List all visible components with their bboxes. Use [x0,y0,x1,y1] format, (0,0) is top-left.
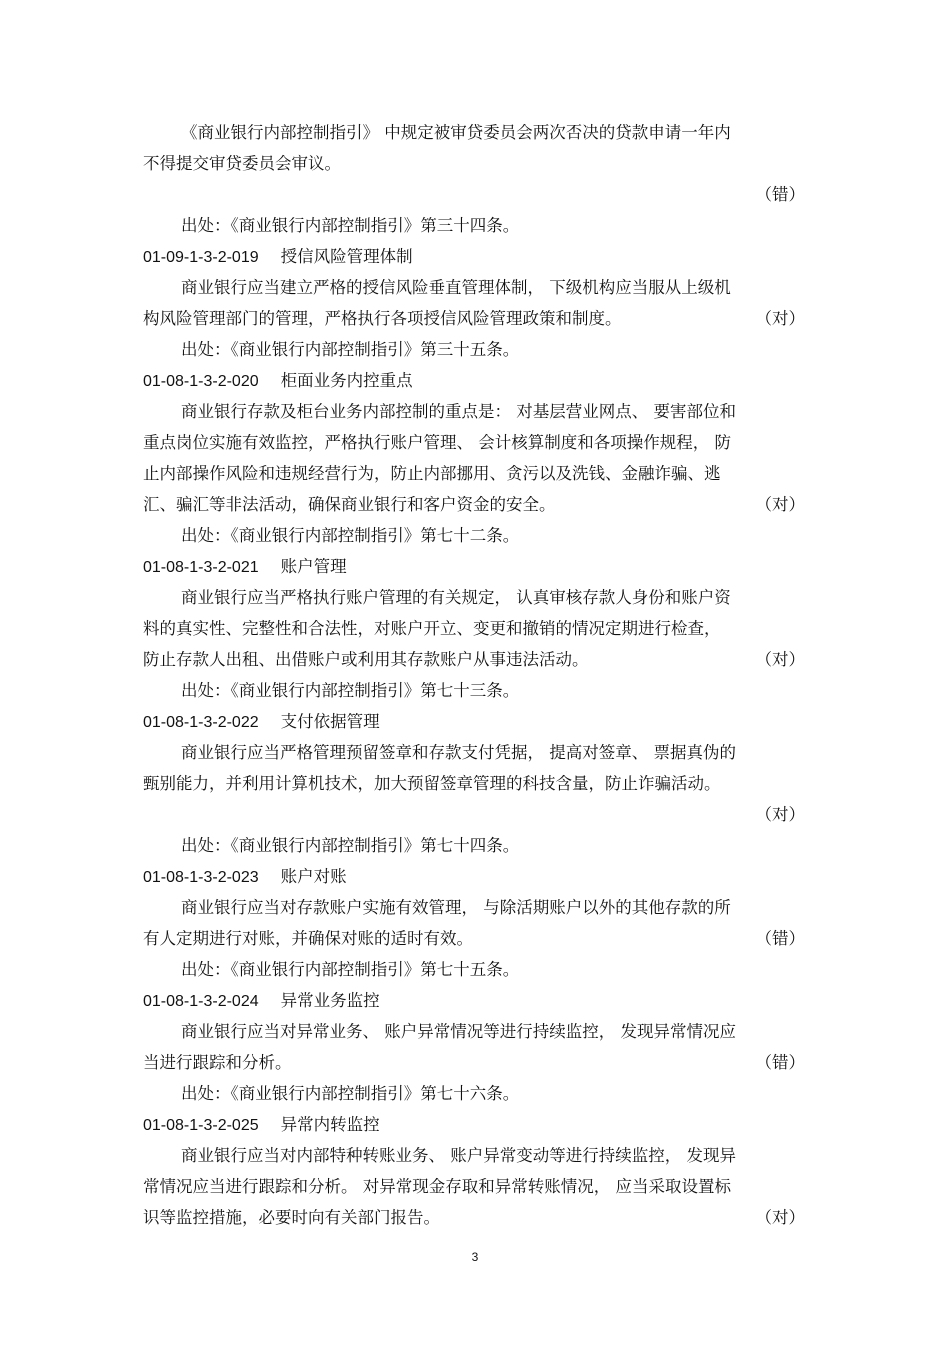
paragraph-line: 商业银行应当对存款账户实施有效管理， 与除活期账户以外的其他存款的所 [181,898,731,917]
paragraph-line: 重点岗位实施有效监控，严格执行账户管理、 会计核算制度和各项操作规程， 防 [143,433,731,452]
item-title: 授信风险管理体制 [280,247,413,266]
item-heading [143,1109,805,1140]
verdict-label: （错） [755,929,805,948]
item-code: 01-08-1-3-2-025 [143,1117,259,1134]
item-title: 异常业务监控 [280,991,380,1010]
item-title: 异常内转监控 [280,1115,380,1134]
verdict-label: （对） [755,805,805,824]
paragraph-line: 商业银行应当严格管理预留签章和存款支付凭据， 提高对签章、 票据真伪的 [181,743,736,762]
paragraph-line: 识等监控措施，必要时向有关部门报告。 [143,1208,440,1227]
paragraph-line: 料的真实性、完整性和合法性，对账户开立、变更和撤销的情况定期进行检查， [143,619,721,638]
paragraph-line: 《商业银行内部控制指引》 中规定被审贷委员会两次否决的贷款申请一年内 [181,123,731,142]
paragraph-line: 构风险管理部门的管理，严格执行各项授信风险管理政策和制度。 [143,309,622,328]
item-code: 01-08-1-3-2-024 [143,993,259,1010]
paragraph-line: 有人定期进行对账，并确保对账的适时有效。 [143,929,473,948]
verdict-label: （错） [755,1053,805,1072]
item-heading [143,861,805,892]
item-heading [143,551,805,582]
paragraph-line-with-verdict [143,489,805,520]
source-line: 出处：《商业银行内部控制指引》第三十五条。 [181,340,520,359]
source-line: 出处：《商业银行内部控制指引》第三十四条。 [181,216,520,235]
verdict-label: （对） [755,650,805,669]
source-line: 出处：《商业银行内部控制指引》第七十三条。 [181,681,520,700]
paragraph-line: 防止存款人出租、出借账户或利用其存款账户从事违法活动。 [143,650,589,669]
verdict-label: （对） [755,309,805,328]
paragraph-line-with-verdict [143,303,805,334]
paragraph-line: 商业银行应当建立严格的授信风险垂直管理体制， 下级机构应当服从上级机 [181,278,731,297]
paragraph-line: 止内部操作风险和违规经营行为，防止内部挪用、贪污以及洗钱、金融诈骗、逃 [143,464,721,483]
item-heading [143,241,805,272]
verdict-label: （错） [755,185,805,204]
paragraph-line: 汇、骗汇等非法活动，确保商业银行和客户资金的安全。 [143,495,556,514]
source-line: 出处：《商业银行内部控制指引》第七十六条。 [181,1084,520,1103]
page-number: 3 [471,1250,479,1264]
paragraph-line: 甄别能力，并利用计算机技术，加大预留签章管理的科技含量，防止诈骗活动。 [143,774,721,793]
paragraph-line: 常情况应当进行跟踪和分析。 对异常现金存取和异常转账情况， 应当采取设置标 [143,1177,731,1196]
paragraph-line-with-verdict [143,1202,805,1233]
item-code: 01-08-1-3-2-020 [143,373,259,390]
paragraph-line-with-verdict [143,1047,805,1078]
paragraph-line: 当进行跟踪和分析。 [143,1053,292,1072]
item-code: 01-08-1-3-2-021 [143,559,259,576]
source-line: 出处：《商业银行内部控制指引》第七十四条。 [181,836,520,855]
item-code: 01-08-1-3-2-022 [143,714,259,731]
paragraph-line: 商业银行应当对内部特种转账业务、 账户异常变动等进行持续监控， 发现异 [181,1146,736,1165]
paragraph-line: 商业银行应当严格执行账户管理的有关规定， 认真审核存款人身份和账户资 [181,588,731,607]
item-title: 支付依据管理 [280,712,380,731]
source-line: 出处：《商业银行内部控制指引》第七十五条。 [181,960,520,979]
paragraph-line: 商业银行存款及柜台业务内部控制的重点是： 对基层营业网点、 要害部位和 [181,402,736,421]
item-code: 01-08-1-3-2-023 [143,869,259,886]
item-title: 柜面业务内控重点 [280,371,413,390]
source-line: 出处：《商业银行内部控制指引》第七十二条。 [181,526,520,545]
item-heading [143,365,805,396]
verdict-label: （对） [755,495,805,514]
paragraph-line-with-verdict [143,923,805,954]
paragraph-line: 不得提交审贷委员会审议。 [143,154,341,173]
item-title: 账户管理 [280,557,347,576]
paragraph-line-with-verdict [143,644,805,675]
item-title: 账户对账 [280,867,347,886]
document-body [143,117,805,1233]
paragraph-line: 商业银行应当对异常业务、 账户异常情况等进行持续监控， 发现异常情况应 [181,1022,736,1041]
item-heading [143,706,805,737]
verdict-label: （对） [755,1208,805,1227]
item-heading [143,985,805,1016]
item-code: 01-09-1-3-2-019 [143,249,259,266]
